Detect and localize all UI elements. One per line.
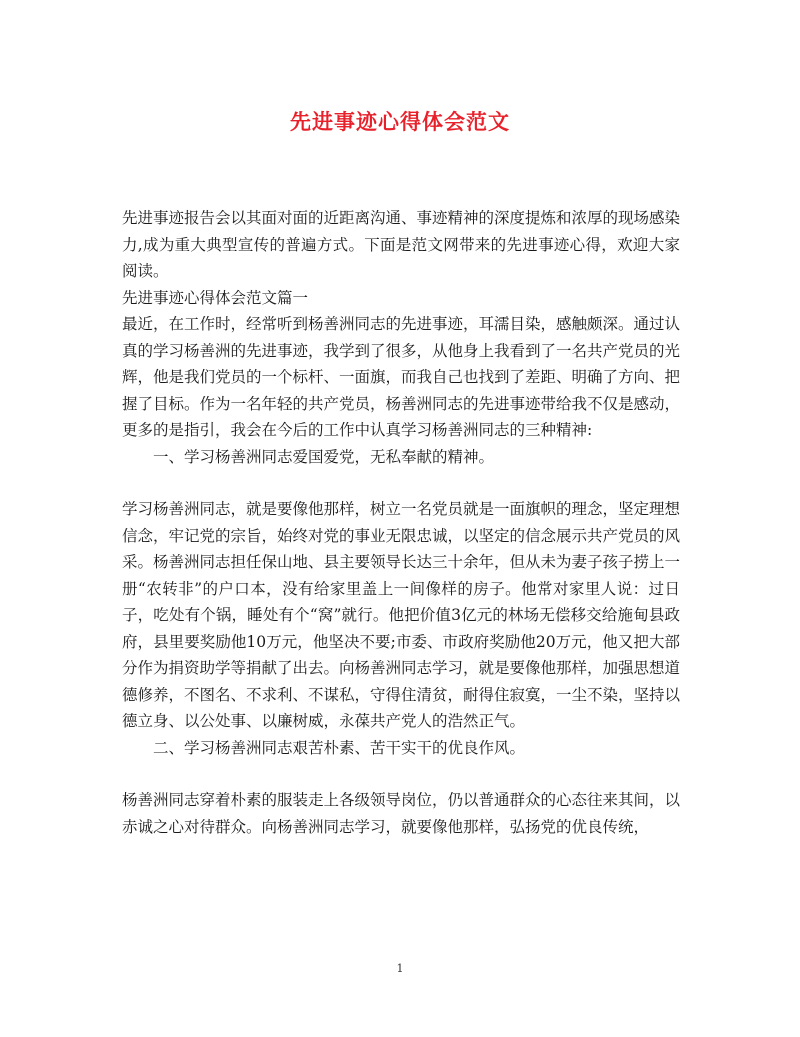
intro-paragraph: 先进事迹报告会以其面对面的近距离沟通、事迹精神的深度提炼和浓厚的现场感染力,成为重大典型宣传的普遍方式。下面是范文网带来的先进事迹心得，欢迎大家阅读。	[122, 209, 681, 280]
body-paragraph: 杨善洲同志穿着朴素的服装走上各级领导岗位，仍以普通群众的心态往来其间，以赤诚之心对待群众。向杨善洲同志学习，就要像他那样，弘扬党的优良传统，	[122, 791, 681, 836]
document-body	[122, 205, 680, 840]
body-paragraph: 学习杨善洲同志，就是要像他那样，树立一名党员就是一面旗帜的理念，坚定理想信念，牢记党的宗旨，始终对党的事业无限忠诚，以坚定的信念展示共产党员的风采。杨善洲同志担任保山地、县主要领导长达三十余年，但从未为妻子孩子捞上一册“农转非”的户口本，没有给家里盖上一间像样的房子。他常对家里人说：过日子，吃处有个锅，睡处有个“窝”就行。他把价值3亿元的林场无偿移交给施甸县政府，县里要奖励他10万元，他坚决不要;市委、市政府奖励他20万元，他又把大部分作为捐资助学等捐献了出去。向杨善洲同志学习，就是要像他那样，加强思想道德修养，不图名、不求利、不谋私，守得住清贫，耐得住寂寞，一尘不染，坚持以德立身、以公处事、以廉树威，永葆共产党人的浩然正气。	[122, 500, 681, 730]
subheading-1: 一、学习杨善洲同志爱国爱党，无私奉献的精神。	[153, 447, 495, 466]
page-number: 1	[396, 962, 404, 975]
document-title: 先进事迹心得体会范文	[290, 109, 510, 134]
subheading-2: 二、学习杨善洲同志艰苦朴素、苦干实干的优良作风。	[153, 738, 526, 757]
section-heading: 先进事迹心得体会范文篇一	[122, 288, 309, 307]
body-paragraph: 最近，在工作时，经常听到杨善洲同志的先进事迹，耳濡目染，感触颇深。通过认真的学习杨善洲的先进事迹，我学到了很多，从他身上我看到了一名共产党员的光辉，他是我们党员的一个标杆、一面旗，而我自己也找到了差距、明确了方向、把握了目标。作为一名年轻的共产党员，杨善洲同志的先进事迹带给我不仅是感动，更多的是指引，我会在今后的工作中认真学习杨善洲同志的三种精神:	[122, 315, 681, 439]
